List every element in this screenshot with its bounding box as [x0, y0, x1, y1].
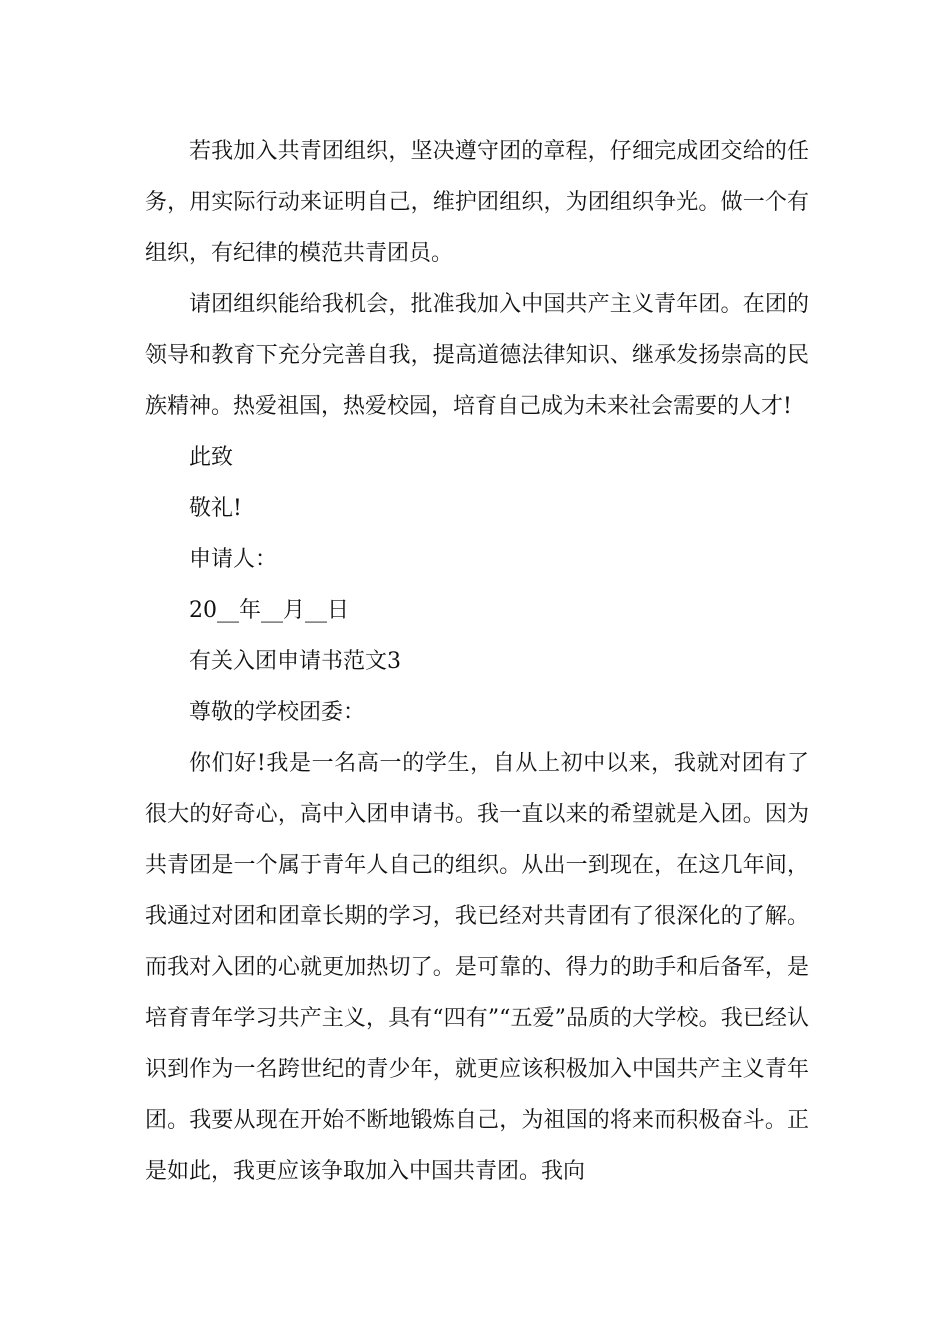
closing-salute: 敬礼! [189, 496, 242, 521]
paragraph-commitment: 若我加入共青团组织，坚决遵守团的章程，仔细完成团交给的任务，用实际行动来证明自己，维护团组织，为团组织争光。做一个有组织，有纪律的模范共青团员。 [145, 139, 809, 266]
paragraph-request: 请团组织能给我机会，批准我加入中国共产主义青年团。在团的领导和教育下充分完善自我，提高道德法律知识、继承发扬崇高的民族精神。热爱祖国，热爱校园，培育自己成为未来社会需要的人才! [145, 292, 809, 419]
closing-greeting: 此致 [189, 445, 234, 470]
section-title: 有关入团申请书范文3 [189, 649, 401, 674]
date-line: 20__年__月__日 [189, 598, 349, 623]
salutation: 尊敬的学校团委： [189, 700, 366, 725]
paragraph-introduction: 你们好!我是一名高一的学生，自从上初中以来，我就对团有了很大的好奇心，高中入团申请书。我一直以来的希望就是入团。因为共青团是一个属于青年人自己的组织。从出一到现在，在这几年间，我通过对团和团章长期的学习，我已经对共青团有了很深化的了解。而我对入团的心就更加热切了。是可靠的、得力的助手和后备军，是培育青年学习共产主义，具有“四有”“五爱”品质的大学校。我已经认识到作为一名跨世纪的青少年，就更应该积极加入中国共产主义青年团。我要从现在开始不断地锻炼自己，为祖国的将来而积极奋斗。正是如此，我更应该争取加入中国共青团。我向 [145, 751, 809, 1184]
applicant-label: 申请人： [189, 547, 278, 572]
document-body [145, 126, 809, 1197]
